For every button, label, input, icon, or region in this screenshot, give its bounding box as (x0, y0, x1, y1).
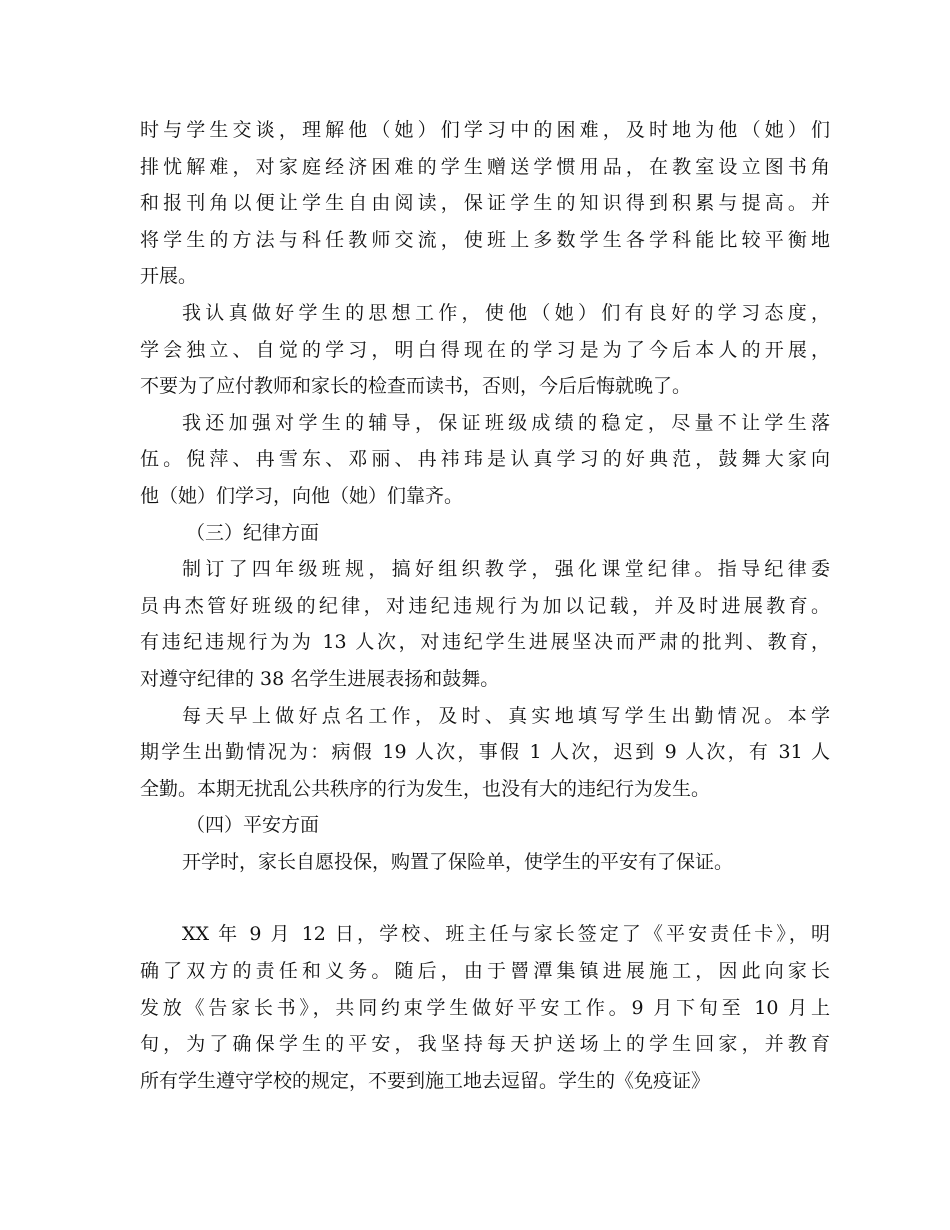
text-line: XX 年 9 月 12 日，学校、班主任与家长签定了《平安责任卡》，明 (182, 923, 830, 946)
text-line: 有违纪违规行为为 13 人次，对违纪学生进展坚决而严肃的批判、教育， (140, 631, 830, 654)
paragraph (140, 551, 830, 697)
text-line: 和报刊角以便让学生自由阅读，保证学生的知识得到积累与提高。并 (140, 192, 830, 215)
text-line: 确了双方的责任和义务。随后，由于罾潭集镇进展施工，因此向家长 (140, 960, 830, 983)
text-line: 发放《告家长书》，共同约束学生做好平安工作。9 月下旬至 10 月上 (140, 996, 830, 1019)
paragraph-spacer (140, 880, 830, 916)
section-heading (140, 807, 830, 844)
text-line: 学会独立、自觉的学习，明白得现在的学习是为了今后本人的开展， (140, 338, 830, 361)
text-line: 将学生的方法与科任教师交流，使班上多数学生各学科能比较平衡地 (140, 228, 830, 251)
text-line: 对遵守纪律的 38 名学生进展表扬和鼓舞。 (140, 667, 500, 690)
text-line: 我认真做好学生的思想工作，使他（她）们有良好的学习态度， (182, 301, 830, 324)
text-line: 我还加强对学生的辅导，保证班级成绩的稳定，尽量不让学生落 (182, 411, 830, 434)
paragraph (140, 844, 830, 881)
paragraph (140, 405, 830, 515)
text-line: 时与学生交谈，理解他（她）们学习中的困难，及时地为他（她）们 (140, 119, 830, 141)
text-line: 制订了四年级班规，搞好组织教学，强化课堂纪律。指导纪律委 (182, 558, 830, 581)
text-line: 伍。倪萍、冉雪东、邓丽、冉祎玮是认真学习的好典范，鼓舞大家向 (140, 448, 830, 471)
text-line: 旬，为了确保学生的平安，我坚持每天护送场上的学生回家，并教育 (140, 1033, 830, 1056)
text-line: 开学时，家长自愿投保，购置了保险单，使学生的平安有了保证。 (182, 850, 734, 873)
heading-text: （三）纪律方面 (186, 521, 320, 544)
paragraph (140, 295, 830, 405)
text-line: 员冉杰管好班级的纪律，对违纪违规行为加以记载，并及时进展教育。 (140, 594, 830, 617)
document-body (140, 112, 830, 1099)
text-line: 每天早上做好点名工作，及时、真实地填写学生出勤情况。本学 (182, 704, 830, 727)
paragraph (140, 916, 830, 1099)
paragraph (140, 698, 830, 808)
text-line: 他（她）们学习，向他（她）们靠齐。 (140, 484, 464, 507)
text-line: 所有学生遵守学校的规定，不要到施工地去逗留。学生的《免疫证》 (140, 1069, 711, 1092)
heading-text: （四）平安方面 (186, 814, 320, 837)
text-line: 全勤。本期无扰乱公共秩序的行为发生，也没有大的违纪行为发生。 (140, 777, 711, 800)
text-line: 不要为了应付教师和家长的检查而读书，否则，今后后悔就晚了。 (140, 375, 692, 398)
paragraph (140, 112, 830, 295)
text-line: 开展。 (140, 265, 198, 288)
text-line: 期学生出勤情况为：病假 19 人次，事假 1 人次，迟到 9 人次，有 31 人 (140, 741, 830, 764)
section-heading (140, 515, 830, 552)
text-line: 排忧解难，对家庭经济困难的学生赠送学惯用品，在教室设立图书角 (140, 155, 830, 178)
